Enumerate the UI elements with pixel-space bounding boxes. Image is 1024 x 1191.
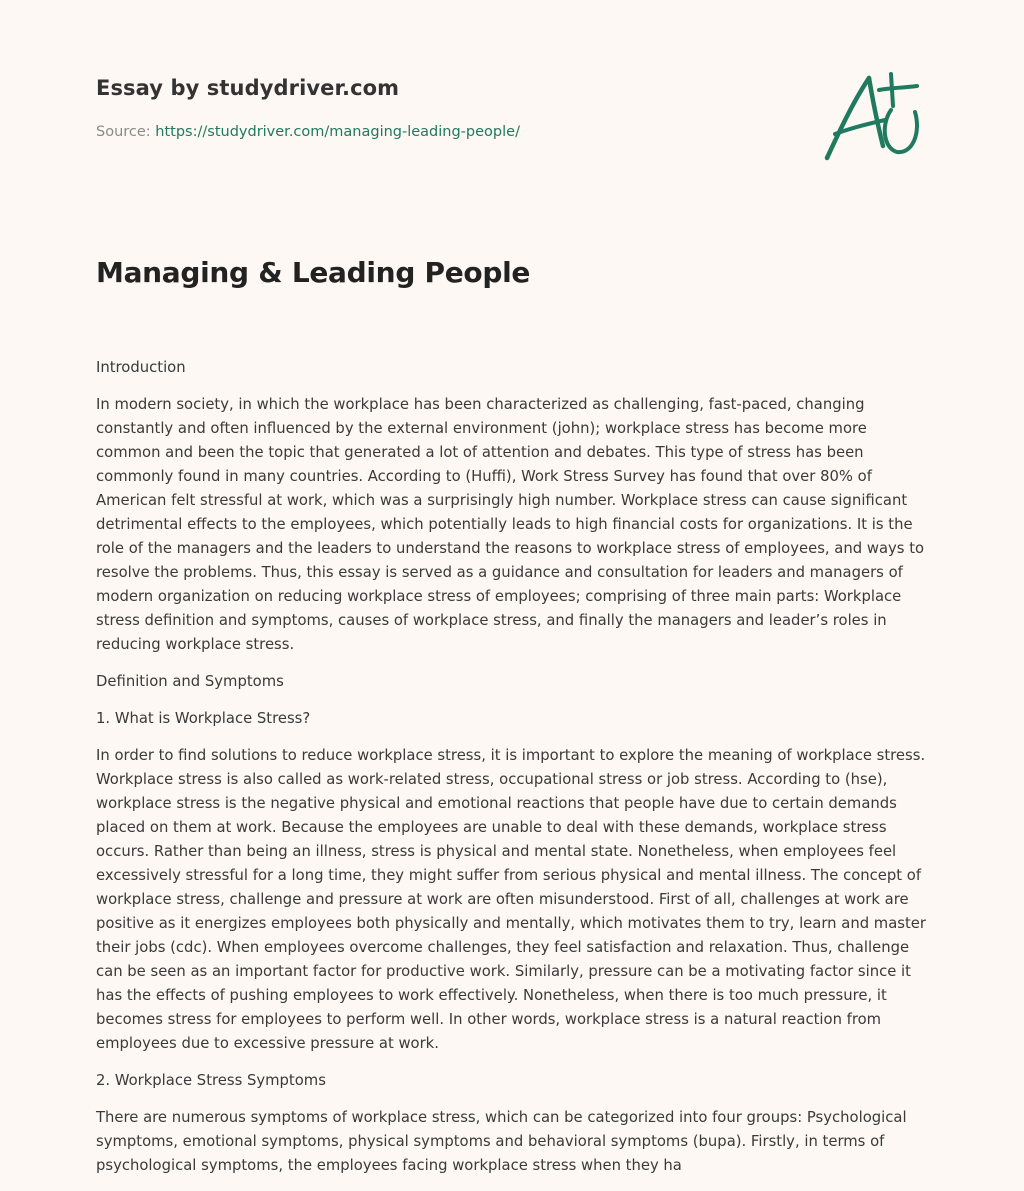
- essay-body: [96, 356, 928, 1191]
- source-line: [96, 124, 520, 140]
- a-plus-logo-icon: [821, 66, 925, 166]
- site-brand: Essay by studydriver.com: [96, 76, 400, 100]
- subheading-what-is-workplace-stress: 1. What is Workplace Stress?: [96, 710, 311, 727]
- source-link[interactable]: https://studydriver.com/managing-leading-people/: [155, 124, 520, 140]
- paragraph-symptoms: There are numerous symptoms of workplace stress, which can be categorized into four groups: Psychological symptoms, emotional symptoms, physical symptoms and behavioral symptoms (bupa). Firstly, in terms of psychological symptoms, the employees facing workplace stress when they ha: [96, 1109, 907, 1174]
- section-heading-definition: Definition and Symptoms: [96, 673, 284, 690]
- paragraph-definition: In order to find solutions to reduce workplace stress, it is important to explore the meaning of workplace stress. Workplace stress is also called as work-related stress, occupational stress or job stress. According to (hse), workplace stress is the negative physical and emotional reactions that people have due to certain demands placed on them at work. Because the employees are unable to deal with these demands, workplace stress occurs. Rather than being an illness, stress is physical and mental state. Nonetheless, when employees feel excessively stressful for a long time, they might suffer from serious physical and mental illness. The concept of workplace stress, challenge and pressure at work are often misunderstood. First of all, challenges at work are positive as it energizes employees both physically and mentally, which motivates them to try, learn and master their jobs (cdc). When employees overcome challenges, they feel satisfaction and relaxation. Thus, challenge can be seen as an important factor for productive work. Similarly, pressure can be a motivating factor since it has the effects of pushing employees to work effectively. Nonetheless, when there is too much pressure, it becomes stress for employees to perform well. In other words, workplace stress is a natural reaction from employees due to excessive pressure at work.: [96, 747, 926, 1052]
- essay-title: Managing & Leading People: [96, 256, 531, 289]
- section-heading-introduction: Introduction: [96, 359, 186, 376]
- paragraph-introduction: In modern society, in which the workplace has been characterized as challenging, fast-paced, changing constantly and often influenced by the external environment (john); workplace stress has become more common and been the topic that generated a lot of attention and debates. This type of stress has been commonly found in many countries. According to (Huffi), Work Stress Survey has found that over 80% of American felt stressful at work, which was a surprisingly high number. Workplace stress can cause significant detrimental effects to the employees, which potentially leads to high financial costs for organizations. It is the role of the managers and the leaders to understand the reasons to workplace stress of employees, and ways to resolve the problems. Thus, this essay is served as a guidance and consultation for leaders and managers of modern organization on reducing workplace stress of employees; comprising of three main parts: Workplace stress definition and symptoms, causes of workplace stress, and finally the managers and leader’s roles in reducing workplace stress.: [96, 396, 925, 653]
- subheading-symptoms: 2. Workplace Stress Symptoms: [96, 1072, 326, 1089]
- source-label: Source:: [96, 124, 151, 140]
